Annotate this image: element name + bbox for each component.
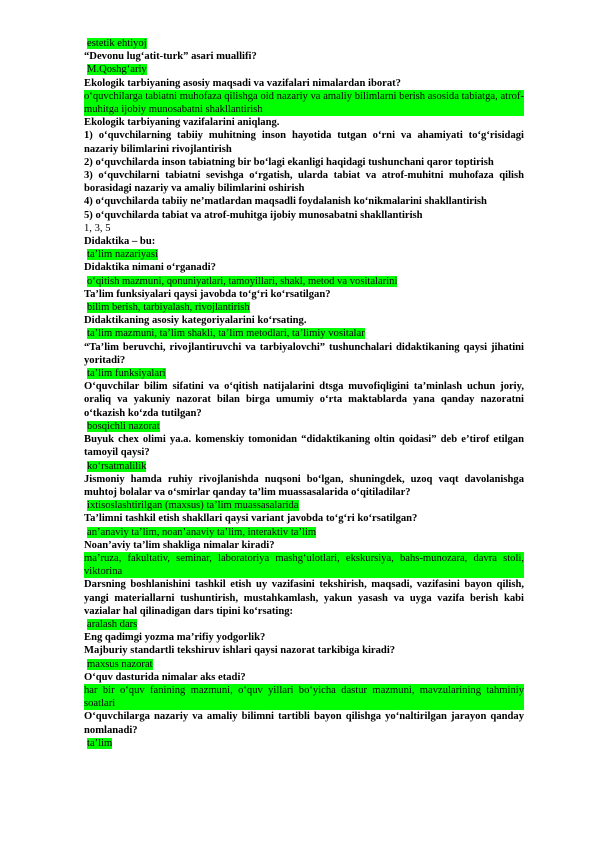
- question-text-content: Didaktikaning asosiy kategoriyalarini ko‘rsating.: [84, 315, 307, 327]
- question-text-content: Jismoniy hamda ruhiy rivojlanishda nuqsoni bo‘lgan, shuningdek, uzoq vaqt davolanishga muhtoj bolalar va o‘smirlar qanday ta’lim muassasalarida o‘qitiladilar?: [84, 473, 524, 498]
- question-text-content: “Ta’lim beruvchi, rivojlantiruvchi va tarbiyalovchi” tushunchalari didaktikaning qaysi jihatini yoritadi?: [84, 341, 524, 366]
- question-text-content: O‘quv dasturida nimalar aks etadi?: [84, 671, 246, 683]
- question-text-content: Majburiy standartli tekshiruv ishlari qaysi nazorat tarkibiga kiradi?: [84, 645, 396, 657]
- question-text-content: 2) o‘quvchilarda inson tabiatning bir bo‘lagi ekanligi haqidagi tushunchani qaror toptirish: [84, 156, 494, 168]
- question-text-content: Ekologik tarbiyaning asosiy maqsadi va vazifalari nimalardan iborat?: [84, 77, 401, 89]
- question-text: [84, 710, 524, 736]
- answer-highlight: [84, 327, 524, 340]
- answer-highlight-content: har bir o‘quv fanining mazmuni, o‘quv yillari bo‘yicha dastur mazmuni, mavzularining tahminiy soatlari: [84, 684, 524, 710]
- question-text-content: 5) o‘quvchilarda tabiat va atrof-muhitga ijobiy munosabatni shakllantirish: [84, 209, 423, 221]
- answer-highlight: [84, 248, 524, 261]
- answer-highlight-content: estetik ehtiyoj: [87, 38, 147, 49]
- question-text-content: Eng qadimgi yozma ma’rifiy yodgorlik?: [84, 632, 266, 644]
- question-text: [84, 129, 524, 155]
- question-text: [84, 578, 524, 618]
- answer-highlight-content: maxsus nazorat: [87, 658, 153, 670]
- answer-highlight: [84, 658, 524, 671]
- question-text: [84, 209, 524, 222]
- answer-highlight: [84, 737, 524, 750]
- question-text: [84, 156, 524, 169]
- question-text: [84, 631, 524, 644]
- answer-highlight-content: ta’lim: [87, 737, 113, 749]
- question-text: [84, 671, 524, 684]
- answer-highlight: [84, 37, 524, 50]
- answer-highlight-content: ma’ruza, fakultativ, seminar, laboratoriya mashg‘ulotlari, ekskursiya, bahs-munozara, davra stoli, viktorina: [84, 552, 524, 578]
- question-text-content: Didaktika – bu:: [84, 236, 156, 248]
- answer-highlight: [84, 301, 524, 314]
- question-text-content: Noan’aviy ta’lim shakliga nimalar kiradi?: [84, 539, 275, 551]
- question-text: [84, 50, 524, 63]
- answer-highlight: [84, 526, 524, 539]
- answer-highlight-content: ta’lim mazmuni, ta’lim shakli, ta’lim metodlari, ta’limiy vositalar: [87, 328, 365, 340]
- question-text: [84, 644, 524, 657]
- question-text: [84, 380, 524, 420]
- answer-highlight-content: bosqichli nazorat: [87, 420, 160, 432]
- question-text: [84, 314, 524, 327]
- question-text-content: Didaktika nimani o‘rganadi?: [84, 262, 216, 274]
- answer-highlight-content: aralash dars: [87, 618, 138, 630]
- question-text-content: 1) o‘quvchilarning tabiiy muhitning inson hayotida tutgan o‘rni va ahamiyati to‘g‘risidagi nazariy bilimlarini rivojlantirish: [84, 130, 524, 155]
- question-text-content: Buyuk chex olimi ya.a. komenskiy tomonidan “didaktikaning oltin qoidasi” deb e’tirof etilgan tamoyil qaysi?: [84, 434, 524, 459]
- answer-highlight: [84, 684, 524, 710]
- question-text: [84, 288, 524, 301]
- answer-highlight-content: ko‘rsatmalilik: [87, 460, 147, 472]
- question-text: [84, 341, 524, 367]
- answer-highlight-content: M.Qoshg‘ariy: [87, 64, 147, 76]
- answer-highlight: [84, 499, 524, 512]
- question-text-content: 4) o‘quvchilarda tabiiy ne’matlardan maqsadli foydalanish ko‘nikmalarini shakllantirish: [84, 196, 487, 208]
- answer-highlight-content: o‘quvchilarga tabiatni muhofaza qilishga oid nazariy va amaliy bilimlarni berish asosida tabiatga, atrof-muhitga ijobiy munosabatni shakllantirish: [84, 90, 524, 116]
- document-page: [84, 37, 524, 750]
- question-text: [84, 539, 524, 552]
- question-text-content: “Devonu lug‘atit-turk” asari muallifi?: [84, 51, 257, 63]
- question-text-content: 3) o‘quvchilarni tabiatni sevishga o‘rgatish, ularda tabiat va atrof-muhitni muhofaza qilish borasidagi nazariy va amaliy bilimlarini oshirish: [84, 170, 524, 195]
- question-text-content: Ekologik tarbiyaning vazifalarini aniqlang.: [84, 117, 280, 129]
- answer-highlight: [84, 420, 524, 433]
- answer-highlight-content: an’anaviy ta’lim, noan’anaviy ta’lim, interaktiv ta’lim: [87, 526, 317, 538]
- answer-highlight: [84, 63, 524, 76]
- question-text: [84, 116, 524, 129]
- question-text-content: O‘quvchilar bilim sifatini va o‘qitish natijalarini dtsga muvofiqligini ta’minlash uchun joriy, oraliq va yakuniy nazorat bilan birga umumiy o‘rta maktablarda yana qanday nazoratni o‘tkazish ko‘zda tutilgan?: [84, 381, 524, 419]
- answer-highlight-content: o‘qitish mazmuni, qonuniyatlari, tamoyillari, shakl, metod va vositalarini: [87, 275, 398, 287]
- question-text: [84, 261, 524, 274]
- question-text: [84, 169, 524, 195]
- answer-text: [84, 222, 524, 235]
- question-text-content: Darsning boshlanishini tashkil etish uy vazifasini tekshirish, maqsadi, vazifasini bayon qilish, yangi materiallarni tushuntirish, mustahkamlash, yakun yasash va uyga vazifa berish kabi vazialar hal qilinadigan dars tipini ko‘rsating:: [84, 579, 524, 617]
- question-text: [84, 235, 524, 248]
- question-text-content: O‘quvchilarga nazariy va amaliy bilimni tartibli bayon qilishga yo‘naltirilgan jarayon qanday nomlanadi?: [84, 711, 524, 736]
- question-text: [84, 473, 524, 499]
- answer-highlight-content: ta’lim nazariyasi: [87, 249, 158, 261]
- answer-highlight: [84, 275, 524, 288]
- answer-highlight: [84, 90, 524, 116]
- answer-highlight-content: ta’lim funksiyalari: [87, 368, 166, 380]
- answer-highlight: [84, 367, 524, 380]
- question-text-content: Ta’lim funksiyalari qaysi javobda to‘g‘ri ko‘rsatilgan?: [84, 288, 331, 300]
- question-text: [84, 77, 524, 90]
- question-text: [84, 512, 524, 525]
- answer-text-content: 1, 3, 5: [84, 222, 111, 234]
- question-text: [84, 195, 524, 208]
- answer-highlight-content: ixtisoslashtirilgan (maxsus) ta’lim muassasalarida: [87, 500, 299, 512]
- question-text-content: Ta’limni tashkil etish shakllari qaysi variant javobda to‘g‘ri ko‘rsatilgan?: [84, 513, 418, 525]
- answer-highlight: [84, 618, 524, 631]
- answer-highlight: [84, 460, 524, 473]
- answer-highlight-content: bilim berish, tarbiyalash, rivojlantirish: [87, 302, 250, 314]
- question-text: [84, 433, 524, 459]
- answer-highlight: [84, 552, 524, 578]
